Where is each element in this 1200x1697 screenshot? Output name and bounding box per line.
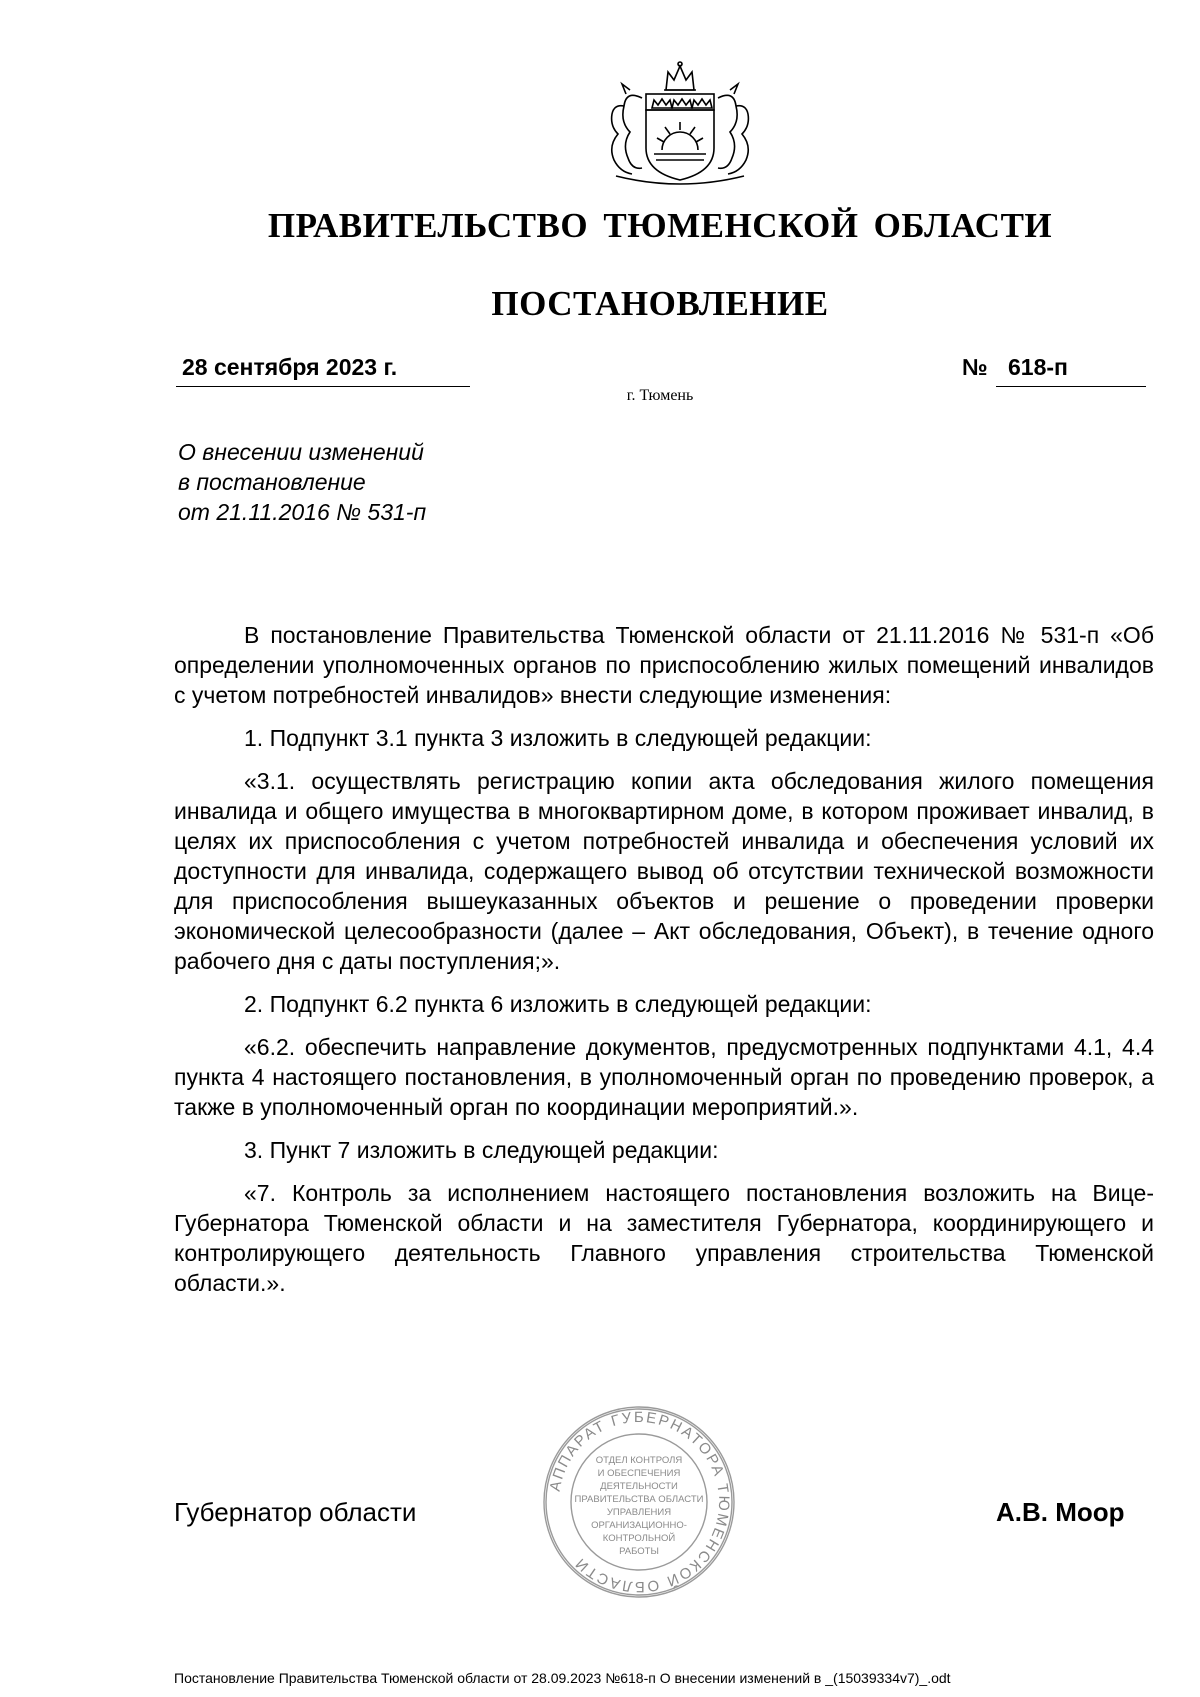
body-paragraph: 1. Подпункт 3.1 пункта 3 изложить в следующей редакции: [244,725,872,751]
document-footer: Постановление Правительства Тюменской области от 28.09.2023 №618-п О внесении изменений в _(15039334v7)_.odt [174,1670,951,1686]
body-paragraph: «6.2. обеспечить направление документов, предусмотренных подпунктами 4.1, 4.4 пункта 4 настоящего постановления, в уполномоченный орган по проведению проверок, а также в уполномоченный орган по координации мероприятий.». [174,1034,1154,1120]
subject-line: в постановление [178,469,366,495]
document-number-label: № [962,354,988,380]
document-number-field [996,354,1146,387]
seal-inner-line: И ОБЕСПЕЧЕНИЯ [597,1468,681,1479]
seal-inner-line: РАБОТЫ [619,1546,659,1557]
coat-of-arms-icon [596,60,764,192]
official-seal-icon [542,1405,736,1599]
seal-inner-line: ДЕЯТЕЛЬНОСТИ [600,1481,678,1492]
subject-line: О внесении изменений [178,439,424,465]
seal-inner-line: КОНТРОЛЬНОЙ [602,1533,676,1544]
seal-inner-line: ПРАВИТЕЛЬСТВА ОБЛАСТИ [574,1494,704,1505]
body-paragraph: 2. Подпункт 6.2 пункта 6 изложить в следующей редакции: [244,991,872,1017]
signatory-name: А.В. Моор [996,1497,1125,1527]
document-number: 618-п [1008,354,1068,380]
subject-line: от 21.11.2016 № 531-п [178,499,427,525]
document-date-field [176,354,470,387]
document-subject [178,437,598,527]
document-city: г. Тюмень [626,387,694,404]
seal-inner-line: ОТДЕЛ КОНТРОЛЯ [595,1455,683,1466]
document-type: ПОСТАНОВЛЕНИЕ [491,284,829,323]
document-body [174,620,1154,1311]
government-title: ПРАВИТЕЛЬСТВО ТЮМЕНСКОЙ ОБЛАСТИ [267,206,1053,245]
seal-inner-line: ОРГАНИЗАЦИОННО- [591,1520,687,1531]
body-paragraph: В постановление Правительства Тюменской области от 21.11.2016 № 531-п «Об определении уполномоченных органов по приспособлению жилых помещений инвалидов с учетом потребностей инвалидов» внести следующие изменения: [174,622,1154,708]
seal-outer-text: АППАРАТ ГУБЕРНАТОРА ТЮМЕНСКОЙ ОБЛАСТИ [546,1408,733,1596]
seal-inner-line: УПРАВЛЕНИЯ [606,1507,672,1518]
body-paragraph: «3.1. осуществлять регистрацию копии акта обследования жилого помещения инвалида и общего имущества в многоквартирном доме, в котором проживает инвалид, в целях их приспособления с учетом потребностей инвалида и обеспечения условий их доступности для инвалида, содержащего вывод об отсутствии технической возможности для приспособления вышеуказанных объектов и решение о проведении проверки экономической целесообразности (далее – Акт обследования, Объект), в течение одного рабочего дня с даты поступления;». [174,768,1154,974]
document-date: 28 сентября 2023 г. [182,354,398,380]
body-paragraph: 3. Пункт 7 изложить в следующей редакции: [244,1137,719,1163]
signatory-position: Губернатор области [174,1497,417,1527]
body-paragraph: «7. Контроль за исполнением настоящего постановления возложить на Вице-Губернатора Тюменской области и на заместителя Губернатора, координирующего и контролирующего деятельность Главного управления строительства Тюменской области.». [174,1180,1154,1296]
